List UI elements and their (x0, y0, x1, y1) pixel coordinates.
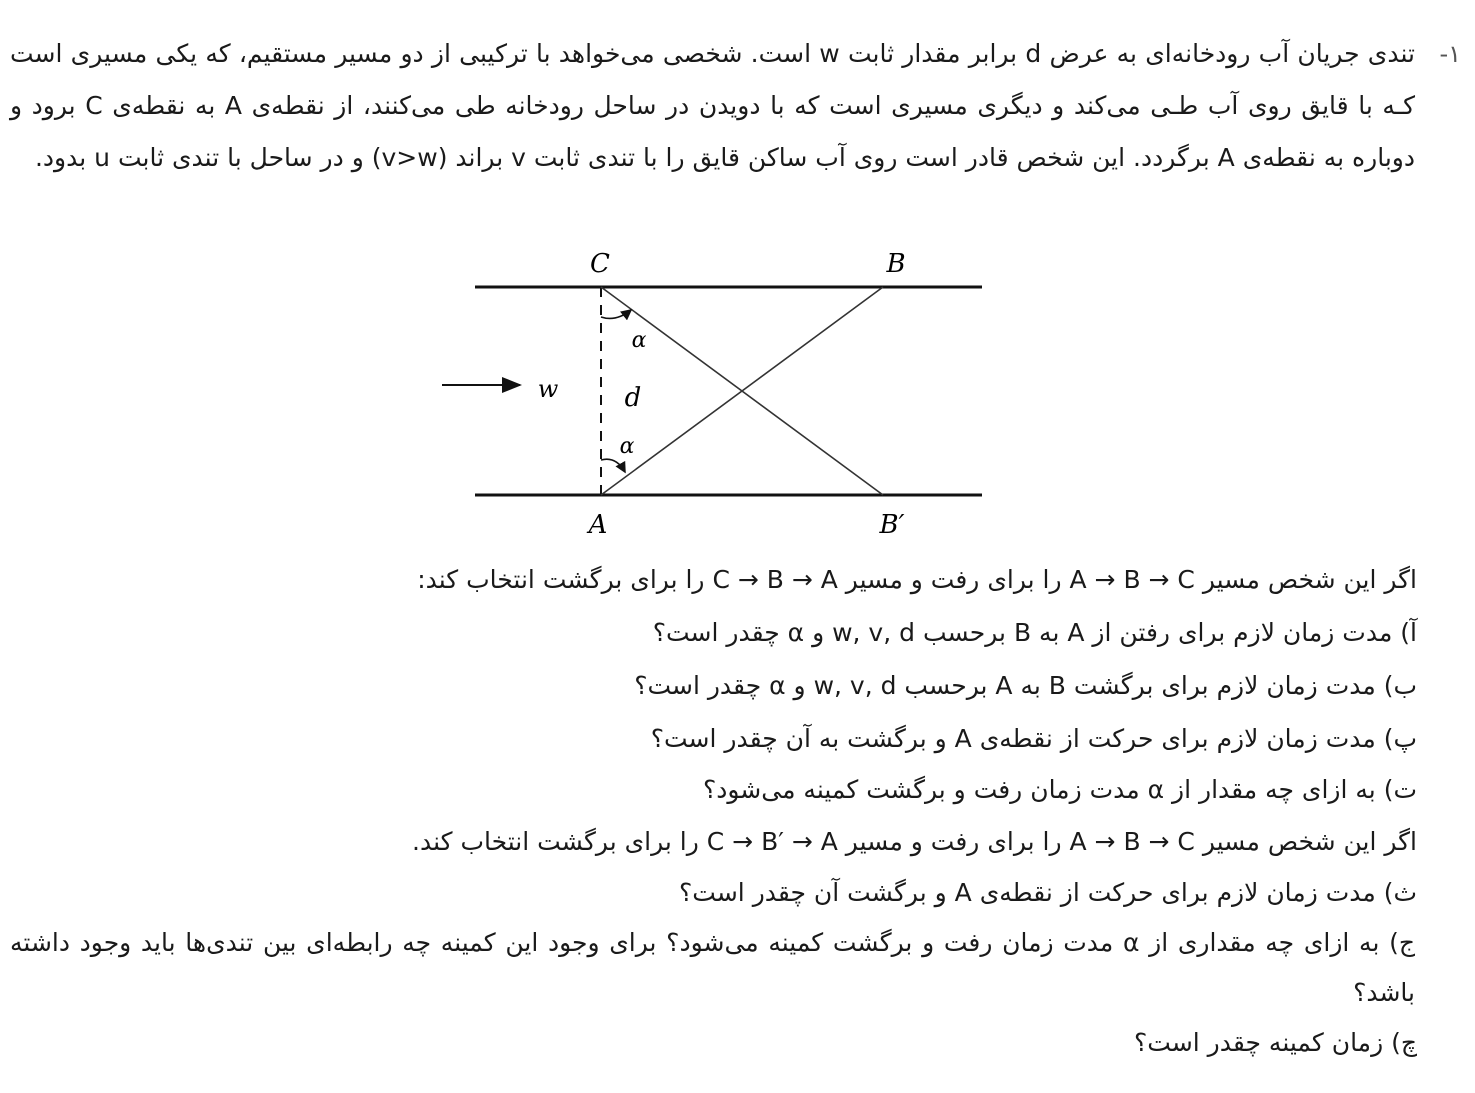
angle-arc-bottom (601, 459, 625, 472)
question-th: ث) مدت زمان لازم برای حرکت از نقطه‌ی A و برگشت آن چقدر است؟ (679, 878, 1417, 907)
label-w: w (537, 375, 559, 403)
question-b: ب) مدت زمان لازم برای برگشت B به A برحسب w, v, d و α چقدر است؟ (634, 671, 1417, 700)
question-ch: چ) زمان کمینه چقدر است؟ (1134, 1028, 1417, 1057)
problem-number: ۱- (1439, 40, 1461, 68)
river-diagram-svg (420, 240, 1000, 550)
label-B: B (886, 249, 906, 279)
angle-arc-top (601, 310, 631, 318)
route-intro-1: اگر این شخص مسیر A → B → C را برای رفت و مسیر C → B → A را برای برگشت انتخاب کند: (417, 565, 1417, 594)
question-t: ت) به ازای چه مقدار از α مدت زمان رفت و برگشت کمینه می‌شود؟ (702, 775, 1417, 804)
question-j: ج) به ازای چه مقداری از α مدت زمان رفت و برگشت کمینه می‌شود؟ برای وجود این کمینه چه رابطه‌ای بین تندی‌ها باید وجود داشته باشد؟ (10, 928, 1415, 1007)
river-diagram (420, 240, 1000, 550)
label-A: A (588, 510, 608, 540)
question-a: آ) مدت زمان لازم برای رفتن از A به B برحسب w, v, d و α چقدر است؟ (652, 618, 1417, 647)
label-d: d (624, 383, 642, 413)
question-p: پ) مدت زمان لازم برای حرکت از نقطه‌ی A و برگشت به آن چقدر است؟ (650, 724, 1417, 753)
label-C: C (590, 249, 610, 279)
route-intro-2: اگر این شخص مسیر A → B → C را برای رفت و مسیر C → B′ → A را برای برگشت انتخاب کند. (412, 827, 1417, 856)
problem-statement: تندی جریان آب رودخانه‌ای به عرض d برابر مقدار ثابت w است. شخصی می‌خواهد با ترکیبی از دو مسیر مستقیم، که یکی مسیری است کـه با قایق روی آب طـی می‌کند و دیگری مسیری است که با دویدن در ساحل رودخانه طی می‌کنند، از نقطه‌ی A به نقطه‌ی C برود و دوباره به نقطه‌ی A برگردد. این شخص قادر است روی آب ساکن قایق را با تندی ثابت v براند (v>w) و در ساحل با تندی ثابت u بدود. (10, 39, 1415, 172)
label-B-prime: B′ (879, 510, 905, 540)
label-alpha-bottom: α (619, 434, 635, 459)
label-alpha-top: α (631, 328, 647, 353)
